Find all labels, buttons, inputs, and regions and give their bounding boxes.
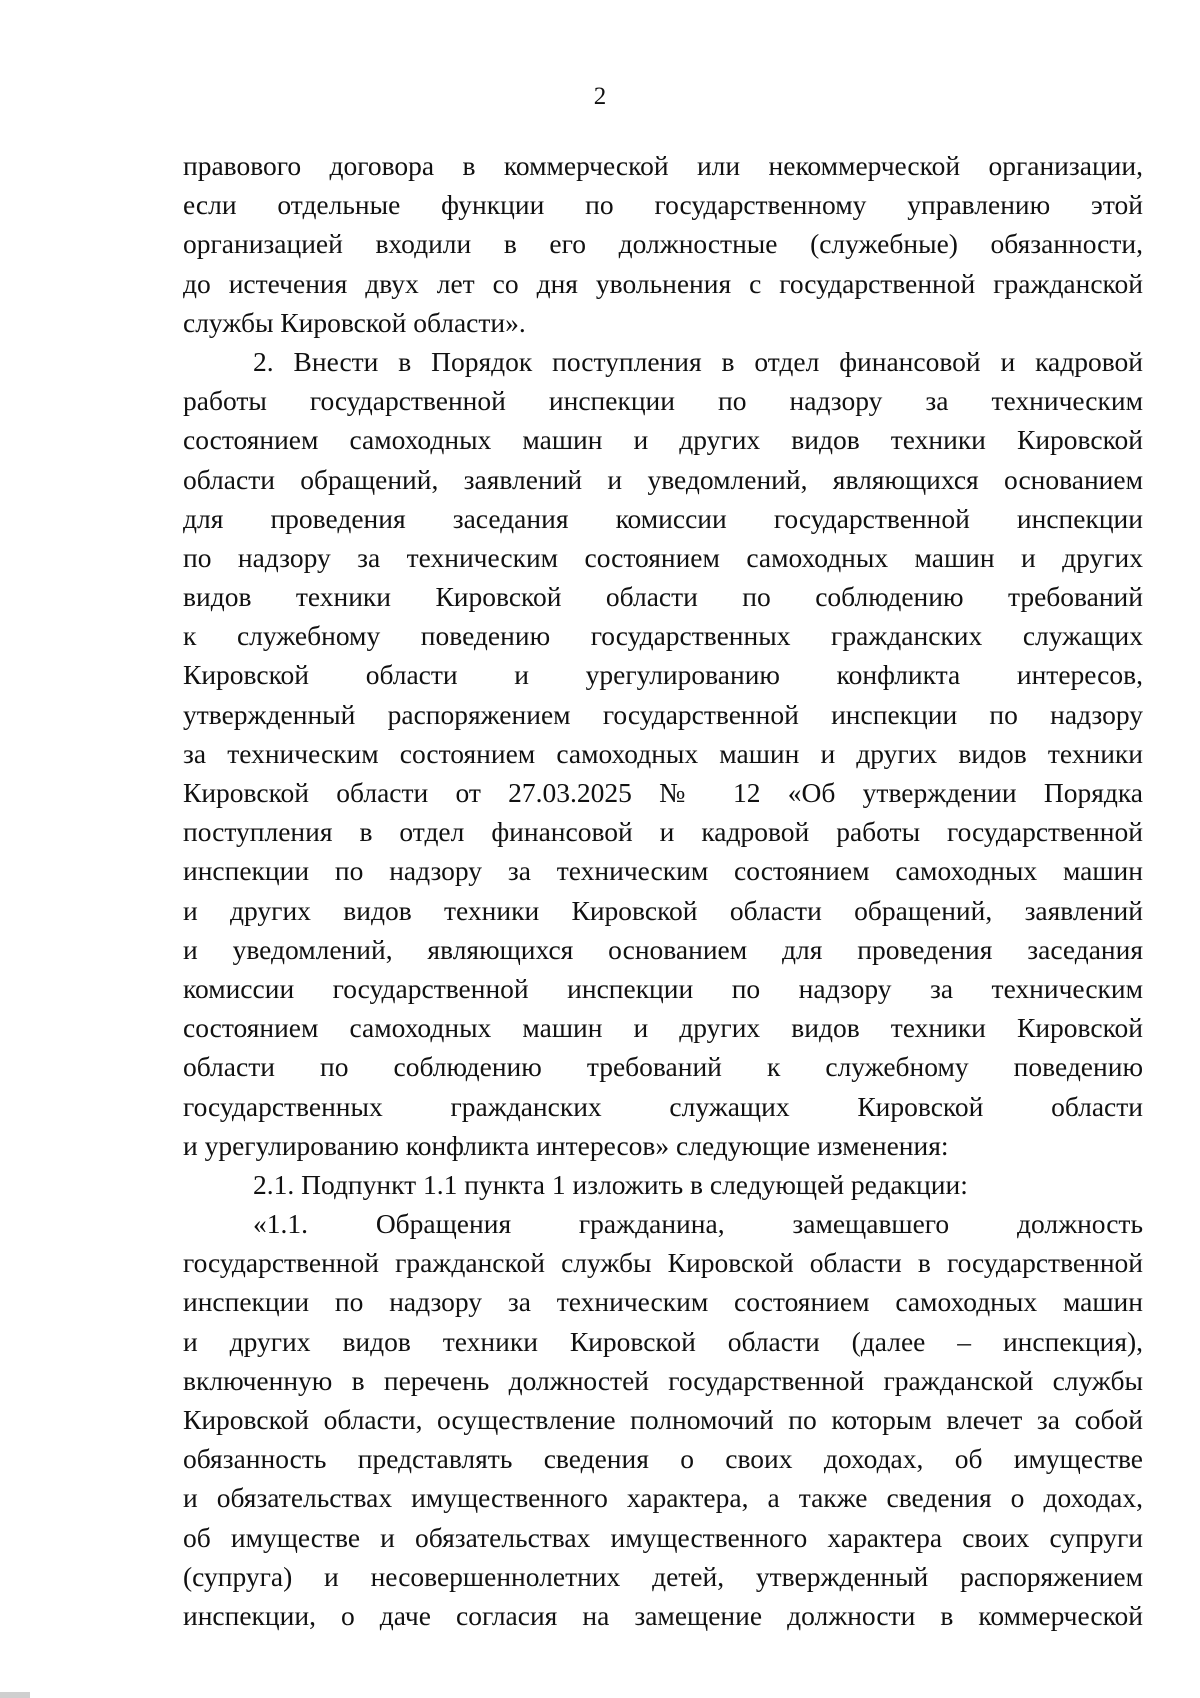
page-number: 2 (593, 83, 607, 110)
text-line: области по соблюдению требований к служебному поведению (183, 1051, 1143, 1083)
text-line: состоянием самоходных машин и других видов техники Кировской (183, 424, 1143, 456)
text-line: работы государственной инспекции по надзору за техническим (183, 385, 1143, 417)
text-line: Кировской области от 27.03.2025 № 12 «Об утверждении Порядка (183, 777, 1143, 808)
text-line: инспекции, о даче согласия на замещение должности в коммерческой (183, 1599, 1143, 1631)
text-line: государственной гражданской службы Кировской области в государственной (183, 1247, 1143, 1279)
text-line: 2. Внести в Порядок поступления в отдел финансовой и кадровой (253, 345, 1143, 377)
text-line: для проведения заседания комиссии государственной инспекции (183, 502, 1143, 534)
text-line: до истечения двух лет со дня увольнения с государственной гражданской (183, 267, 1143, 299)
text-line: инспекции по надзору за техническим состоянием самоходных машин (183, 855, 1143, 887)
text-line: если отдельные функции по государственному управлению этой (183, 189, 1143, 221)
text-line: Кировской области, осуществление полномочий по которым влечет за собой (183, 1404, 1143, 1435)
text-line: и других видов техники Кировской области (далее – инспекция), (183, 1325, 1143, 1357)
text-line: государственных гражданских служащих Кировской области (183, 1090, 1143, 1122)
text-line: видов техники Кировской области по соблюдению требований (183, 581, 1143, 613)
text-line: правового договора в коммерческой или некоммерческой организации, (183, 150, 1143, 181)
scan-edge-mark (0, 1692, 30, 1698)
text-line: и уведомлений, являющихся основанием для проведения заседания (183, 933, 1143, 965)
text-line: инспекции по надзору за техническим состоянием самоходных машин (183, 1286, 1143, 1318)
text-line: к служебному поведению государственных гражданских служащих (183, 620, 1143, 652)
text-line: по надзору за техническим состоянием самоходных машин и других (183, 541, 1143, 573)
text-line: Кировской области и урегулированию конфликта интересов, (183, 659, 1143, 691)
text-line: за техническим состоянием самоходных машин и других видов техники (183, 737, 1143, 769)
text-line: области обращений, заявлений и уведомлений, являющихся основанием (183, 463, 1143, 495)
text-line: (супруга) и несовершеннолетних детей, утвержденный распоряжением (183, 1560, 1143, 1592)
text-line: обязанность представлять сведения о своих доходах, об имуществе (183, 1443, 1143, 1475)
text-line: «1.1. Обращения гражданина, замещавшего должность (253, 1208, 1143, 1240)
text-line: поступления в отдел финансовой и кадровой работы государственной (183, 816, 1143, 848)
text-line: и урегулированию конфликта интересов» следующие изменения: (183, 1129, 949, 1161)
text-line: 2.1. Подпункт 1.1 пункта 1 изложить в следующей редакции: (253, 1168, 968, 1200)
text-line: включенную в перечень должностей государственной гражданской службы (183, 1364, 1143, 1396)
document-body (183, 146, 1143, 1635)
text-line: об имуществе и обязательствах имущественного характера своих супруги (183, 1521, 1143, 1553)
text-line: и обязательствах имущественного характера, а также сведения о доходах, (183, 1482, 1143, 1514)
text-line: и других видов техники Кировской области обращений, заявлений (183, 894, 1143, 926)
text-line: комиссии государственной инспекции по надзору за техническим (183, 972, 1143, 1004)
text-line: службы Кировской области». (183, 306, 526, 338)
text-line: утвержденный распоряжением государственной инспекции по надзору (183, 698, 1143, 730)
text-line: организацией входили в его должностные (служебные) обязанности, (183, 228, 1143, 260)
text-line: состоянием самоходных машин и других видов техники Кировской (183, 1012, 1143, 1044)
